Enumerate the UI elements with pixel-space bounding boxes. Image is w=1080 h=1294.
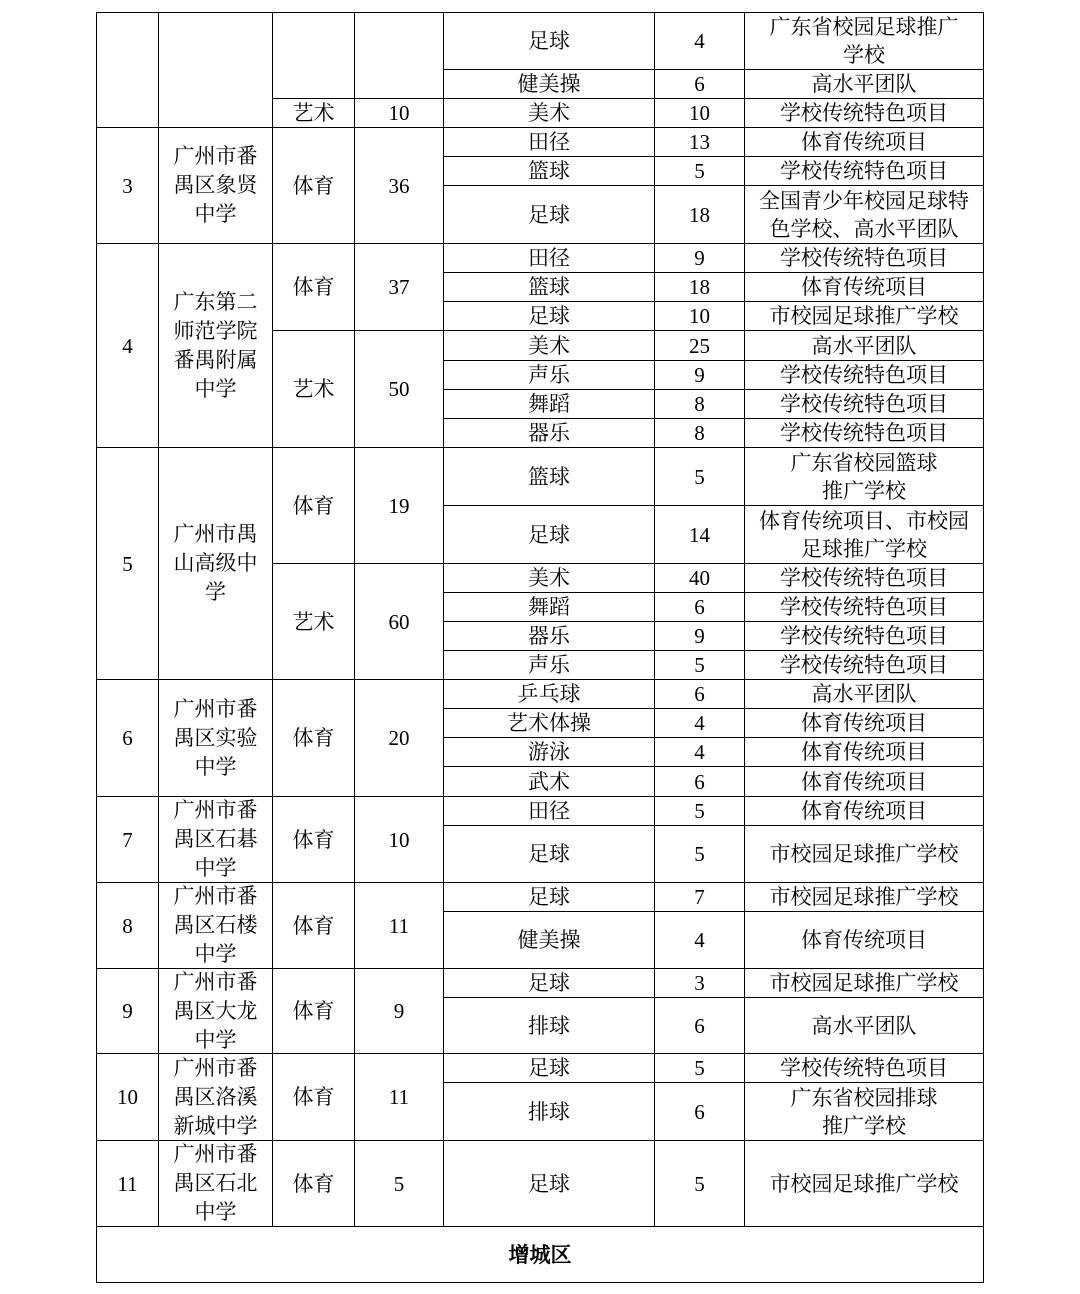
school-name-line: 中学 bbox=[194, 942, 237, 966]
note-cell: 学校传统特色项目 bbox=[745, 564, 984, 593]
row-number-cell: 9 bbox=[97, 969, 159, 1054]
school-name-cell bbox=[159, 1141, 273, 1227]
project-cell: 足球 bbox=[444, 826, 655, 883]
project-cell: 器乐 bbox=[444, 419, 655, 448]
school-name-line: 广东第二 bbox=[173, 289, 258, 314]
project-cell: 足球 bbox=[444, 506, 655, 564]
school-name-cell bbox=[159, 883, 273, 969]
project-count-cell: 5 bbox=[655, 651, 745, 680]
category-cell: 体育 bbox=[273, 883, 355, 969]
category-total-cell: 5 bbox=[355, 1141, 444, 1227]
note-line: 推广学校 bbox=[822, 478, 906, 503]
school-name-line: 中学 bbox=[194, 202, 237, 226]
note-cell: 市校园足球推广学校 bbox=[745, 826, 984, 883]
row-number-cell: 11 bbox=[97, 1141, 159, 1227]
note-cell: 体育传统项目 bbox=[745, 709, 984, 738]
school-name-line: 新城中学 bbox=[173, 1113, 258, 1138]
project-cell: 足球 bbox=[444, 1141, 655, 1227]
category-total-cell: 10 bbox=[355, 797, 444, 883]
note-line: 广东省校园篮球 bbox=[790, 450, 938, 475]
row-number-cell: 10 bbox=[97, 1054, 159, 1141]
district-heading-cell: 增城区 bbox=[97, 1227, 984, 1283]
project-cell: 健美操 bbox=[444, 70, 655, 99]
project-cell: 舞蹈 bbox=[444, 390, 655, 419]
school-name-line: 广州市番 bbox=[173, 1055, 258, 1080]
project-cell: 足球 bbox=[444, 1054, 655, 1083]
school-name-line: 禺区石楼 bbox=[173, 913, 258, 937]
school-name-line: 禺区实验 bbox=[173, 725, 258, 750]
project-count-cell: 5 bbox=[655, 448, 745, 506]
project-count-cell: 5 bbox=[655, 1141, 745, 1227]
school-name-line: 广州市番 bbox=[173, 884, 258, 908]
category-total-cell: 36 bbox=[355, 128, 444, 244]
school-name-line: 中学 bbox=[194, 1027, 237, 1052]
project-count-cell: 9 bbox=[655, 361, 745, 390]
note-cell: 体育传统项目 bbox=[745, 738, 984, 767]
note-line: 广东省校园足球推广 bbox=[769, 15, 959, 39]
row-number-cell: 5 bbox=[97, 448, 159, 680]
category-total-cell: 11 bbox=[355, 883, 444, 969]
category-cell: 体育 bbox=[273, 680, 355, 797]
note-cell: 市校园足球推广学校 bbox=[745, 883, 984, 912]
note-line: 推广学校 bbox=[822, 1113, 906, 1138]
note-line: 学校 bbox=[843, 43, 885, 67]
category-cell: 体育 bbox=[273, 448, 355, 564]
school-name-cell bbox=[159, 244, 273, 448]
note-cell: 高水平团队 bbox=[745, 998, 984, 1054]
school-name-line: 广州市禺 bbox=[173, 522, 258, 546]
note-cell: 市校园足球推广学校 bbox=[745, 1141, 984, 1227]
school-name-cell bbox=[159, 448, 273, 680]
school-name-line: 禺区大龙 bbox=[173, 998, 258, 1023]
project-count-cell: 10 bbox=[655, 302, 745, 331]
project-cell: 篮球 bbox=[444, 448, 655, 506]
project-count-cell: 6 bbox=[655, 767, 745, 797]
project-count-cell: 6 bbox=[655, 998, 745, 1054]
school-name-line: 广州市番 bbox=[173, 144, 258, 168]
note-cell: 体育传统项目 bbox=[745, 797, 984, 826]
school-name-line: 中学 bbox=[194, 754, 237, 779]
note-cell: 体育传统项目 bbox=[745, 128, 984, 157]
category-cell: 艺术 bbox=[273, 331, 355, 448]
school-name-line: 禺区象贤 bbox=[173, 173, 258, 197]
note-line: 色学校、高水平团队 bbox=[769, 216, 959, 241]
school-name-line: 学 bbox=[205, 580, 226, 604]
project-count-cell: 5 bbox=[655, 826, 745, 883]
category-cell: 体育 bbox=[273, 128, 355, 244]
school-name-line: 山高级中 bbox=[173, 551, 258, 575]
category-total-cell: 10 bbox=[355, 99, 444, 128]
category-total-cell: 11 bbox=[355, 1054, 444, 1141]
note-line: 体育传统项目、市校园 bbox=[759, 508, 969, 533]
school-name-line: 禺区洛溪 bbox=[173, 1084, 258, 1109]
empty-cell bbox=[355, 13, 444, 99]
school-name-line: 师范学院 bbox=[173, 318, 258, 343]
project-cell: 美术 bbox=[444, 331, 655, 361]
note-cell: 体育传统项目 bbox=[745, 767, 984, 797]
project-cell: 排球 bbox=[444, 1083, 655, 1141]
note-cell bbox=[745, 506, 984, 564]
project-count-cell: 13 bbox=[655, 128, 745, 157]
project-count-cell: 9 bbox=[655, 622, 745, 651]
project-cell: 游泳 bbox=[444, 738, 655, 767]
project-count-cell: 9 bbox=[655, 244, 745, 273]
project-cell: 足球 bbox=[444, 883, 655, 912]
category-cell: 体育 bbox=[273, 244, 355, 331]
project-count-cell: 6 bbox=[655, 1083, 745, 1141]
project-count-cell: 4 bbox=[655, 738, 745, 767]
note-cell: 学校传统特色项目 bbox=[745, 419, 984, 448]
row-number-cell: 4 bbox=[97, 244, 159, 448]
note-cell: 高水平团队 bbox=[745, 70, 984, 99]
school-name-cell bbox=[159, 128, 273, 244]
note-cell: 高水平团队 bbox=[745, 331, 984, 361]
project-count-cell: 6 bbox=[655, 593, 745, 622]
note-cell bbox=[745, 13, 984, 70]
project-cell: 田径 bbox=[444, 128, 655, 157]
note-cell: 学校传统特色项目 bbox=[745, 622, 984, 651]
category-total-cell: 50 bbox=[355, 331, 444, 448]
category-cell: 体育 bbox=[273, 797, 355, 883]
project-cell: 美术 bbox=[444, 99, 655, 128]
empty-cell bbox=[97, 13, 159, 128]
row-number-cell: 3 bbox=[97, 128, 159, 244]
project-cell: 声乐 bbox=[444, 361, 655, 390]
category-cell: 体育 bbox=[273, 1054, 355, 1141]
school-name-cell bbox=[159, 680, 273, 797]
project-count-cell: 5 bbox=[655, 157, 745, 186]
school-name-line: 番禺附属 bbox=[173, 347, 258, 372]
project-cell: 美术 bbox=[444, 564, 655, 593]
project-cell: 足球 bbox=[444, 302, 655, 331]
row-number-cell: 8 bbox=[97, 883, 159, 969]
project-count-cell: 5 bbox=[655, 1054, 745, 1083]
project-cell: 田径 bbox=[444, 244, 655, 273]
project-cell: 篮球 bbox=[444, 273, 655, 302]
note-cell: 学校传统特色项目 bbox=[745, 390, 984, 419]
note-cell: 学校传统特色项目 bbox=[745, 651, 984, 680]
project-count-cell: 25 bbox=[655, 331, 745, 361]
project-cell: 乒乓球 bbox=[444, 680, 655, 709]
project-count-cell: 4 bbox=[655, 912, 745, 969]
project-count-cell: 6 bbox=[655, 680, 745, 709]
school-name-line: 禺区石北 bbox=[173, 1171, 258, 1195]
project-count-cell: 3 bbox=[655, 969, 745, 998]
note-line: 广东省校园排球 bbox=[790, 1085, 938, 1110]
project-cell: 声乐 bbox=[444, 651, 655, 680]
empty-cell bbox=[273, 13, 355, 99]
category-cell: 体育 bbox=[273, 1141, 355, 1227]
project-cell: 足球 bbox=[444, 186, 655, 244]
project-count-cell: 4 bbox=[655, 709, 745, 738]
category-total-cell: 9 bbox=[355, 969, 444, 1054]
project-cell: 器乐 bbox=[444, 622, 655, 651]
school-name-line: 中学 bbox=[194, 856, 237, 880]
category-total-cell: 20 bbox=[355, 680, 444, 797]
category-total-cell: 19 bbox=[355, 448, 444, 564]
note-cell: 体育传统项目 bbox=[745, 912, 984, 969]
project-count-cell: 7 bbox=[655, 883, 745, 912]
project-cell: 足球 bbox=[444, 13, 655, 70]
school-name-cell bbox=[159, 797, 273, 883]
project-cell: 艺术体操 bbox=[444, 709, 655, 738]
school-name-cell bbox=[159, 969, 273, 1054]
project-cell: 排球 bbox=[444, 998, 655, 1054]
project-cell: 篮球 bbox=[444, 157, 655, 186]
project-count-cell: 18 bbox=[655, 273, 745, 302]
category-total-cell: 37 bbox=[355, 244, 444, 331]
category-cell: 艺术 bbox=[273, 564, 355, 680]
school-name-line: 广州市番 bbox=[173, 798, 258, 822]
empty-cell bbox=[159, 13, 273, 128]
note-cell bbox=[745, 448, 984, 506]
note-cell bbox=[745, 186, 984, 244]
enrollment-table bbox=[96, 12, 984, 1283]
note-cell: 学校传统特色项目 bbox=[745, 1054, 984, 1083]
project-count-cell: 8 bbox=[655, 390, 745, 419]
school-name-cell bbox=[159, 1054, 273, 1141]
note-cell: 学校传统特色项目 bbox=[745, 361, 984, 390]
school-name-line: 中学 bbox=[194, 376, 237, 401]
row-number-cell: 6 bbox=[97, 680, 159, 797]
project-count-cell: 40 bbox=[655, 564, 745, 593]
note-cell: 学校传统特色项目 bbox=[745, 593, 984, 622]
school-name-line: 中学 bbox=[194, 1200, 237, 1224]
category-cell: 艺术 bbox=[273, 99, 355, 128]
note-cell: 高水平团队 bbox=[745, 680, 984, 709]
project-count-cell: 10 bbox=[655, 99, 745, 128]
project-cell: 健美操 bbox=[444, 912, 655, 969]
project-count-cell: 14 bbox=[655, 506, 745, 564]
note-line: 全国青少年校园足球特 bbox=[759, 188, 969, 213]
note-cell bbox=[745, 1083, 984, 1141]
category-cell: 体育 bbox=[273, 969, 355, 1054]
project-cell: 武术 bbox=[444, 767, 655, 797]
note-cell: 学校传统特色项目 bbox=[745, 244, 984, 273]
note-cell: 体育传统项目 bbox=[745, 273, 984, 302]
school-name-line: 广州市番 bbox=[173, 969, 258, 994]
project-count-cell: 5 bbox=[655, 797, 745, 826]
school-name-line: 禺区石碁 bbox=[173, 827, 258, 851]
note-line: 足球推广学校 bbox=[801, 536, 927, 561]
note-cell: 学校传统特色项目 bbox=[745, 99, 984, 128]
project-count-cell: 6 bbox=[655, 70, 745, 99]
project-count-cell: 18 bbox=[655, 186, 745, 244]
note-cell: 市校园足球推广学校 bbox=[745, 969, 984, 998]
project-cell: 田径 bbox=[444, 797, 655, 826]
school-name-line: 广州市番 bbox=[173, 1142, 258, 1166]
note-cell: 学校传统特色项目 bbox=[745, 157, 984, 186]
category-total-cell: 60 bbox=[355, 564, 444, 680]
project-cell: 足球 bbox=[444, 969, 655, 998]
project-count-cell: 8 bbox=[655, 419, 745, 448]
row-number-cell: 7 bbox=[97, 797, 159, 883]
school-name-line: 广州市番 bbox=[173, 696, 258, 721]
project-cell: 舞蹈 bbox=[444, 593, 655, 622]
note-cell: 市校园足球推广学校 bbox=[745, 302, 984, 331]
project-count-cell: 4 bbox=[655, 13, 745, 70]
